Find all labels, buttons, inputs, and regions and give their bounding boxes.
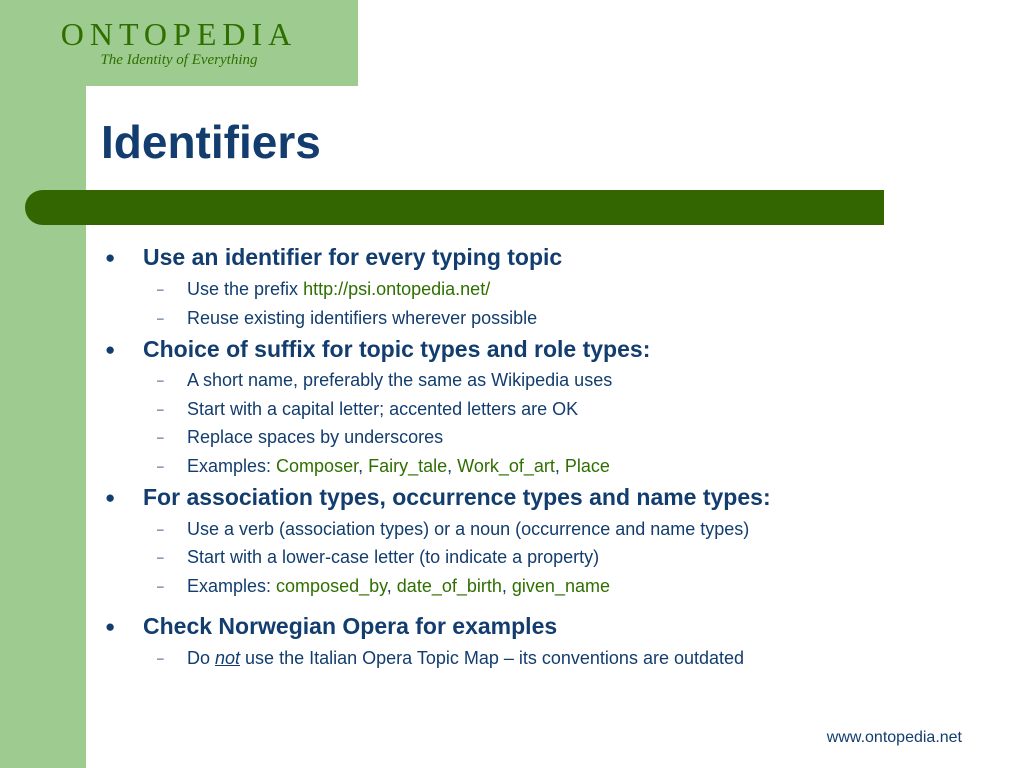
example-term: date_of_birth — [396, 576, 502, 596]
sub-bullet-text: Do — [187, 648, 216, 668]
bullet-text: Choice of suffix for topic types and role types: — [143, 336, 651, 362]
sub-bullet-text: Use the prefix — [187, 279, 304, 299]
dash-marker: – — [157, 311, 164, 325]
bullet-item — [105, 243, 562, 272]
sub-bullet-text: Reuse existing identifiers wherever possible — [187, 308, 538, 328]
example-term: given_name — [511, 576, 610, 596]
sub-bullet-item — [157, 369, 612, 391]
sub-bullet-text: A short name, preferably the same as Wikipedia uses — [187, 370, 613, 390]
sub-bullet-item — [157, 278, 490, 300]
dash-marker: – — [157, 579, 164, 593]
sub-bullet-item — [157, 455, 610, 477]
sub-bullet-item — [157, 518, 749, 540]
bullet-text: Check Norwegian Opera for examples — [143, 613, 558, 639]
brand-name: ONTOPEDIA — [60, 16, 298, 52]
sub-bullet-item — [157, 647, 744, 669]
sub-bullet-item — [157, 307, 537, 329]
separator: , — [386, 576, 397, 596]
example-term: Place — [564, 456, 610, 476]
bullet-marker: ● — [105, 340, 116, 359]
emphasis-not: not — [215, 648, 241, 668]
bullet-marker: ● — [105, 488, 116, 507]
dash-marker: – — [157, 282, 164, 296]
sub-bullet-item — [157, 398, 578, 420]
sub-bullet-text: Start with a lower-case letter (to indicate a property) — [187, 547, 600, 567]
bullet-marker: ● — [105, 248, 116, 267]
bullet-marker: ● — [105, 617, 116, 636]
sub-bullet-item — [157, 546, 599, 568]
bullet-text: For association types, occurrence types and name types: — [143, 484, 771, 510]
brand-tagline: The Identity of Everything — [100, 52, 258, 68]
example-term: Composer — [276, 456, 359, 476]
sub-bullet-text: Examples: — [187, 576, 277, 596]
separator: , — [358, 456, 369, 476]
separator: , — [554, 456, 565, 476]
bullet-item — [105, 483, 771, 512]
dash-marker: – — [157, 522, 164, 536]
dash-marker: – — [157, 373, 164, 387]
dash-marker: – — [157, 550, 164, 564]
sub-bullet-item — [157, 575, 610, 597]
footer-url[interactable]: www.ontopedia.net — [826, 729, 962, 746]
sub-bullet-text: Start with a capital letter; accented letters are OK — [187, 399, 579, 419]
example-term: Fairy_tale — [368, 456, 448, 476]
sub-bullet-text: Replace spaces by underscores — [187, 427, 444, 447]
example-term: Work_of_art — [457, 456, 555, 476]
dash-marker: – — [157, 651, 164, 665]
sub-bullet-item — [157, 426, 443, 448]
sub-bullet-text: Examples: — [187, 456, 277, 476]
sub-bullet-text: Use a verb (association types) or a noun (occurrence and name types) — [187, 519, 750, 539]
bullet-text: Use an identifier for every typing topic — [143, 244, 563, 270]
separator: , — [501, 576, 512, 596]
example-term: composed_by — [276, 576, 387, 596]
psi-link[interactable]: http://psi.ontopedia.net/ — [303, 279, 491, 299]
bullet-item — [105, 612, 557, 641]
bullet-item — [105, 335, 650, 364]
dash-marker: – — [157, 459, 164, 473]
sub-bullet-text: use the Italian Opera Topic Map – its conventions are outdated — [240, 648, 745, 668]
slide-title: Identifiers — [101, 116, 321, 168]
dash-marker: – — [157, 430, 164, 444]
dash-marker: – — [157, 402, 164, 416]
separator: , — [447, 456, 458, 476]
